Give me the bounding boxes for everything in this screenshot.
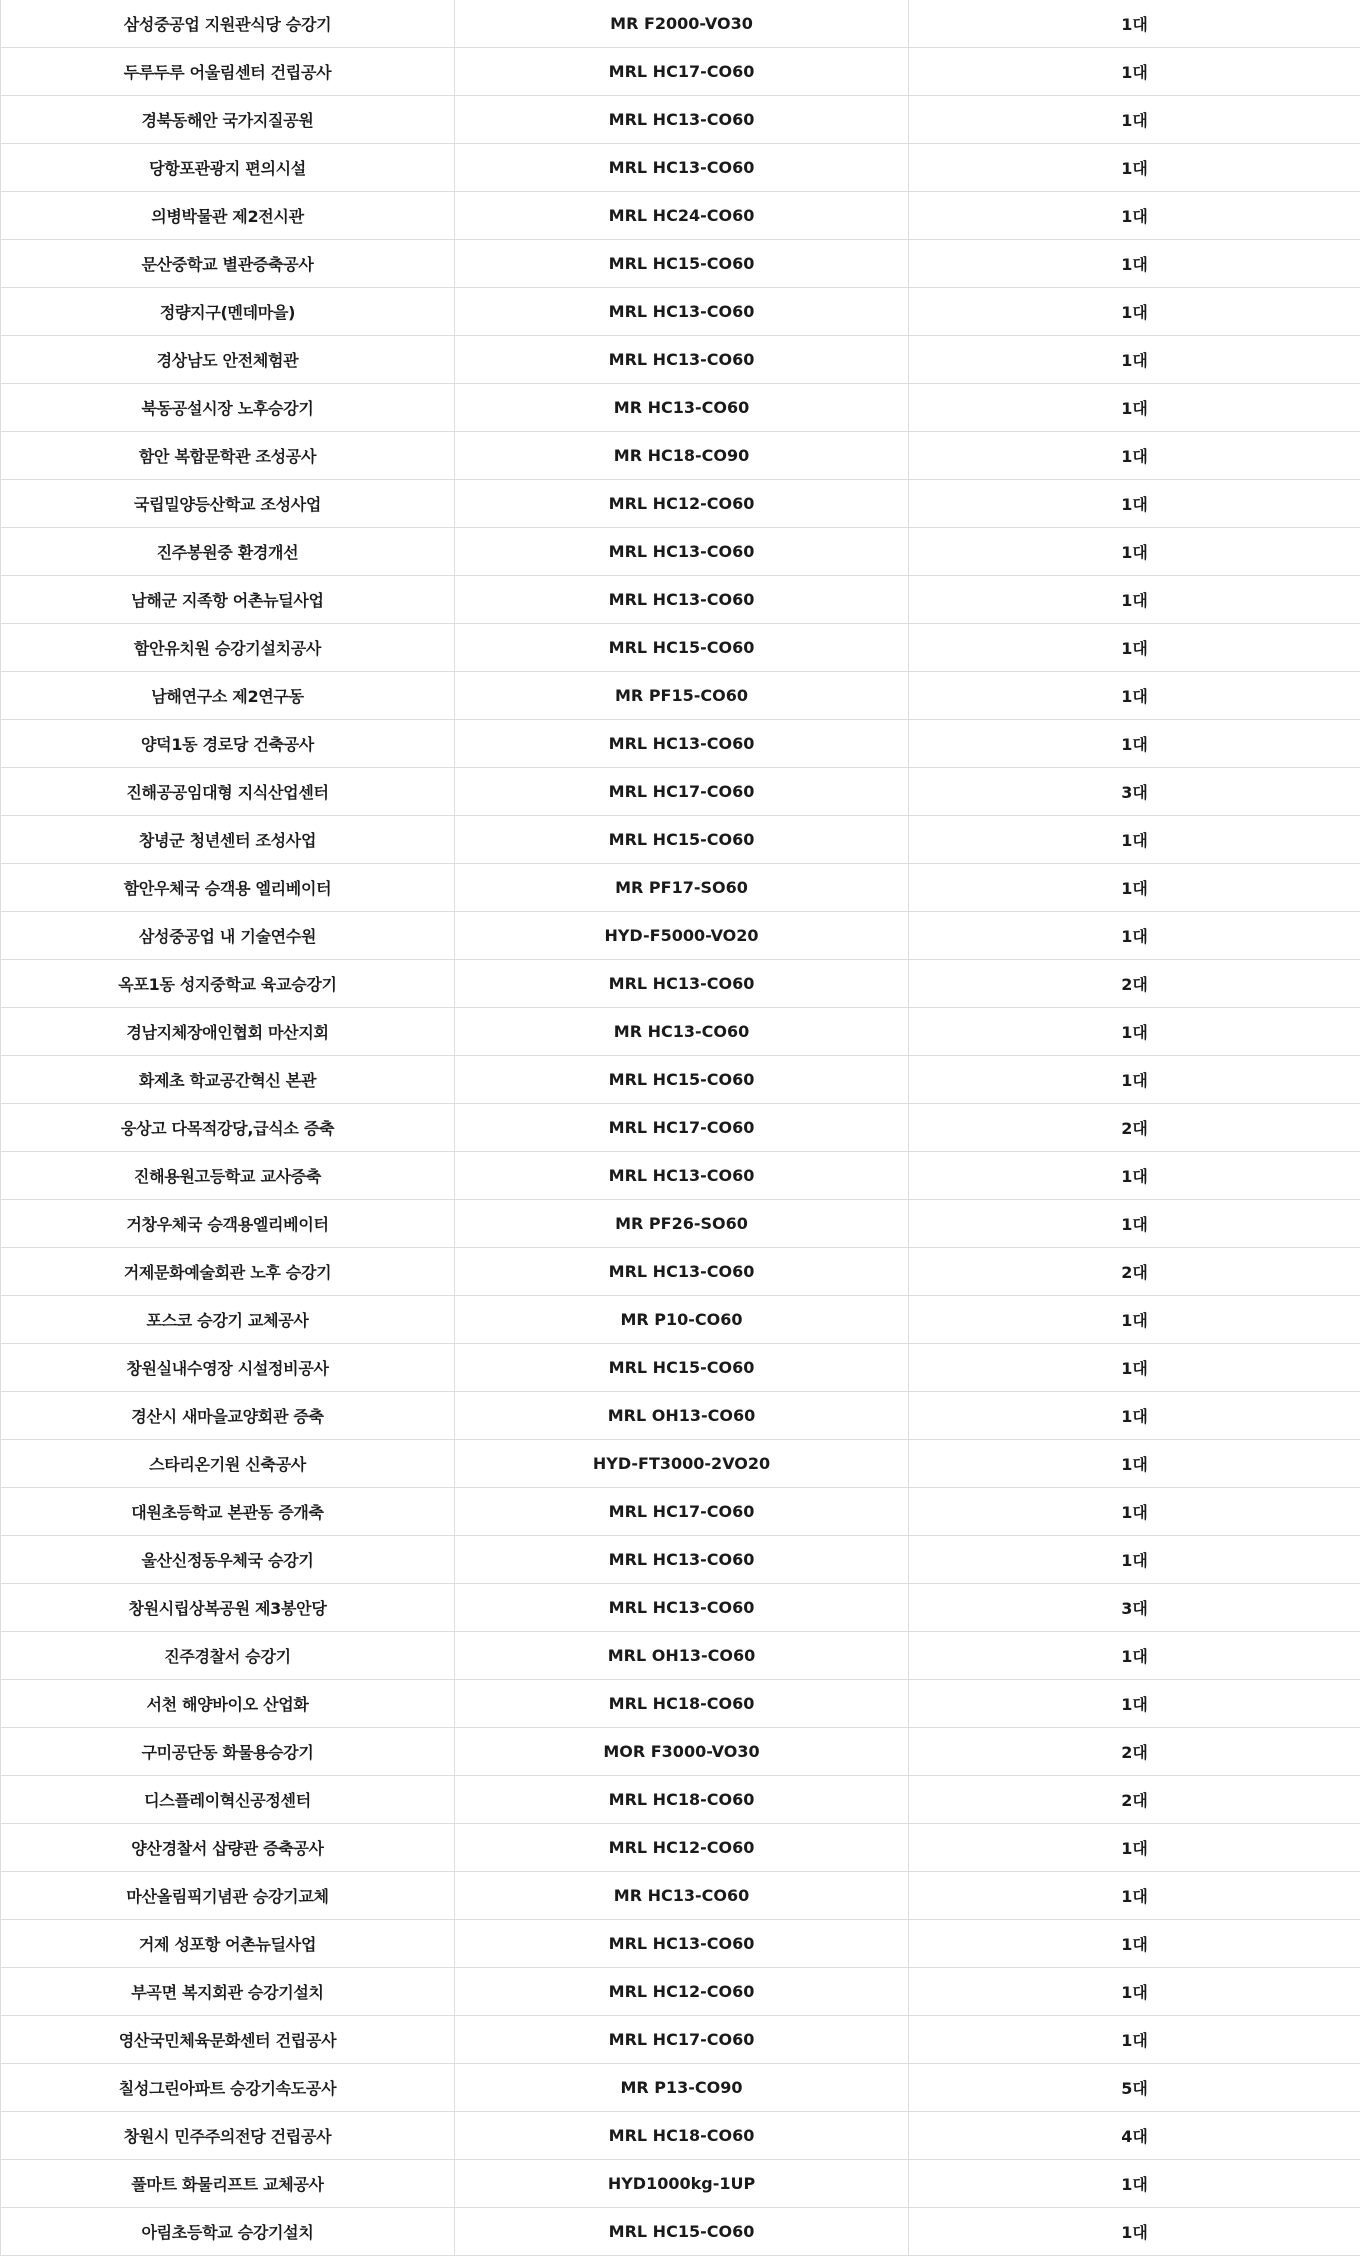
model-cell: MR HC13-CO60 (455, 1008, 909, 1056)
project-name-cell: 북동공설시장 노후승강기 (1, 384, 455, 432)
quantity-cell: 1대 (909, 1200, 1360, 1248)
project-name-cell: 정량지구(멘데마을) (1, 288, 455, 336)
project-name-cell: 양산경찰서 삽량관 증축공사 (1, 1824, 455, 1872)
model-cell: HYD-FT3000-2VO20 (455, 1440, 909, 1488)
table-row (1, 96, 1360, 144)
project-name-cell: 당항포관광지 편의시설 (1, 144, 455, 192)
model-cell: MRL HC13-CO60 (455, 336, 909, 384)
project-name-cell: 웅상고 다목적강당,급식소 증축 (1, 1104, 455, 1152)
table-row (1, 1392, 1360, 1440)
model-cell: MRL HC13-CO60 (455, 1920, 909, 1968)
model-cell: MR PF15-CO60 (455, 672, 909, 720)
project-name-cell: 칠성그린아파트 승강기속도공사 (1, 2064, 455, 2112)
table-row (1, 0, 1360, 48)
quantity-cell: 1대 (909, 1056, 1360, 1104)
table-row (1, 1200, 1360, 1248)
quantity-cell: 1대 (909, 1152, 1360, 1200)
table-row (1, 1872, 1360, 1920)
project-name-cell: 진해공공임대형 지식산업센터 (1, 768, 455, 816)
project-name-cell: 서천 해양바이오 산업화 (1, 1680, 455, 1728)
table-row (1, 336, 1360, 384)
quantity-cell: 1대 (909, 1008, 1360, 1056)
table-row (1, 1152, 1360, 1200)
project-name-cell: 풀마트 화물리프트 교체공사 (1, 2160, 455, 2208)
quantity-cell: 1대 (909, 864, 1360, 912)
model-cell: MR HC13-CO60 (455, 1872, 909, 1920)
project-name-cell: 포스코 승강기 교체공사 (1, 1296, 455, 1344)
project-name-cell: 거창우체국 승객용엘리베이터 (1, 1200, 455, 1248)
model-cell: MRL HC12-CO60 (455, 1824, 909, 1872)
quantity-cell: 1대 (909, 816, 1360, 864)
model-cell: MRL HC17-CO60 (455, 2016, 909, 2064)
quantity-cell: 1대 (909, 672, 1360, 720)
table-row (1, 672, 1360, 720)
project-name-cell: 경북동해안 국가지질공원 (1, 96, 455, 144)
model-cell: MRL HC18-CO60 (455, 1680, 909, 1728)
model-cell: MRL HC13-CO60 (455, 288, 909, 336)
table-row (1, 768, 1360, 816)
project-name-cell: 구미공단동 화물용승강기 (1, 1728, 455, 1776)
model-cell: MOR F3000-VO30 (455, 1728, 909, 1776)
model-cell: MR PF26-SO60 (455, 1200, 909, 1248)
model-cell: MRL HC15-CO60 (455, 816, 909, 864)
model-cell: MRL HC15-CO60 (455, 2208, 909, 2256)
table-row (1, 1536, 1360, 1584)
project-name-cell: 창녕군 청년센터 조성사업 (1, 816, 455, 864)
project-name-cell: 삼성중공업 지원관식당 승강기 (1, 0, 455, 48)
project-name-cell: 창원시립상복공원 제3봉안당 (1, 1584, 455, 1632)
project-name-cell: 함안 복합문학관 조성공사 (1, 432, 455, 480)
project-name-cell: 국립밀양등산학교 조성사업 (1, 480, 455, 528)
model-cell: MRL HC13-CO60 (455, 1152, 909, 1200)
quantity-cell: 1대 (909, 1440, 1360, 1488)
quantity-cell: 1대 (909, 192, 1360, 240)
project-name-cell: 남해연구소 제2연구동 (1, 672, 455, 720)
model-cell: MRL HC13-CO60 (455, 1248, 909, 1296)
project-name-cell: 화제초 학교공간혁신 본관 (1, 1056, 455, 1104)
table-row (1, 1440, 1360, 1488)
table-row (1, 528, 1360, 576)
table-row (1, 1248, 1360, 1296)
model-cell: HYD1000kg-1UP (455, 2160, 909, 2208)
project-name-cell: 창원시 민주주의전당 건립공사 (1, 2112, 455, 2160)
model-cell: MRL HC13-CO60 (455, 1536, 909, 1584)
quantity-cell: 1대 (909, 2160, 1360, 2208)
quantity-cell: 2대 (909, 960, 1360, 1008)
quantity-cell: 1대 (909, 1872, 1360, 1920)
table-row (1, 192, 1360, 240)
table-row (1, 2064, 1360, 2112)
project-name-cell: 경산시 새마을교양회관 증축 (1, 1392, 455, 1440)
table-row (1, 480, 1360, 528)
project-name-cell: 거제문화예술회관 노후 승강기 (1, 1248, 455, 1296)
model-cell: MRL HC13-CO60 (455, 528, 909, 576)
table-row (1, 1968, 1360, 2016)
table-row (1, 1728, 1360, 1776)
table-row (1, 912, 1360, 960)
model-cell: MRL HC17-CO60 (455, 768, 909, 816)
quantity-cell: 1대 (909, 912, 1360, 960)
table-row (1, 1344, 1360, 1392)
project-name-cell: 경남지체장애인협회 마산지회 (1, 1008, 455, 1056)
model-cell: MRL HC15-CO60 (455, 1056, 909, 1104)
model-cell: MRL HC13-CO60 (455, 144, 909, 192)
model-cell: MRL HC12-CO60 (455, 1968, 909, 2016)
model-cell: MR PF17-SO60 (455, 864, 909, 912)
quantity-cell: 1대 (909, 96, 1360, 144)
model-cell: MRL HC15-CO60 (455, 1344, 909, 1392)
project-name-cell: 함안우체국 승객용 엘리베이터 (1, 864, 455, 912)
table-row (1, 2208, 1360, 2256)
table-row (1, 384, 1360, 432)
quantity-cell: 1대 (909, 2208, 1360, 2256)
project-name-cell: 삼성중공업 내 기술연수원 (1, 912, 455, 960)
quantity-cell: 1대 (909, 1920, 1360, 1968)
project-name-cell: 진해용원고등학교 교사증축 (1, 1152, 455, 1200)
table-row (1, 1296, 1360, 1344)
project-name-cell: 영산국민체육문화센터 건립공사 (1, 2016, 455, 2064)
quantity-cell: 1대 (909, 336, 1360, 384)
model-cell: MRL HC13-CO60 (455, 720, 909, 768)
project-name-cell: 두루두루 어울림센터 건립공사 (1, 48, 455, 96)
quantity-cell: 1대 (909, 1344, 1360, 1392)
table-row (1, 2112, 1360, 2160)
model-cell: MRL HC13-CO60 (455, 576, 909, 624)
table-row (1, 816, 1360, 864)
table-body (1, 0, 1360, 2256)
project-name-cell: 대원초등학교 본관동 증개축 (1, 1488, 455, 1536)
project-name-cell: 아림초등학교 승강기설치 (1, 2208, 455, 2256)
table-row (1, 1776, 1360, 1824)
table-row (1, 1824, 1360, 1872)
project-name-cell: 경상남도 안전체험관 (1, 336, 455, 384)
quantity-cell: 1대 (909, 720, 1360, 768)
model-cell: MRL HC24-CO60 (455, 192, 909, 240)
project-name-cell: 부곡면 복지회관 승강기설치 (1, 1968, 455, 2016)
quantity-cell: 1대 (909, 144, 1360, 192)
project-name-cell: 울산신정동우체국 승강기 (1, 1536, 455, 1584)
table-row (1, 288, 1360, 336)
model-cell: MR P10-CO60 (455, 1296, 909, 1344)
table-row (1, 1056, 1360, 1104)
quantity-cell: 4대 (909, 2112, 1360, 2160)
project-name-cell: 의병박물관 제2전시관 (1, 192, 455, 240)
quantity-cell: 3대 (909, 1584, 1360, 1632)
model-cell: HYD-F5000-VO20 (455, 912, 909, 960)
table-row (1, 2016, 1360, 2064)
table-row (1, 576, 1360, 624)
model-cell: MRL HC13-CO60 (455, 1584, 909, 1632)
model-cell: MRL HC17-CO60 (455, 1488, 909, 1536)
model-cell: MRL HC17-CO60 (455, 48, 909, 96)
project-name-cell: 스타리온기원 신축공사 (1, 1440, 455, 1488)
table-row (1, 864, 1360, 912)
table-row (1, 48, 1360, 96)
quantity-cell: 1대 (909, 480, 1360, 528)
model-cell: MRL HC18-CO60 (455, 2112, 909, 2160)
quantity-cell: 2대 (909, 1728, 1360, 1776)
table-row (1, 1584, 1360, 1632)
quantity-cell: 1대 (909, 576, 1360, 624)
project-name-cell: 진주경찰서 승강기 (1, 1632, 455, 1680)
project-name-cell: 문산중학교 별관증축공사 (1, 240, 455, 288)
quantity-cell: 1대 (909, 48, 1360, 96)
quantity-cell: 1대 (909, 240, 1360, 288)
table-row (1, 1680, 1360, 1728)
quantity-cell: 1대 (909, 1632, 1360, 1680)
table-row (1, 432, 1360, 480)
quantity-cell: 1대 (909, 1536, 1360, 1584)
project-name-cell: 마산올림픽기념관 승강기교체 (1, 1872, 455, 1920)
quantity-cell: 1대 (909, 1824, 1360, 1872)
quantity-cell: 1대 (909, 1296, 1360, 1344)
quantity-cell: 2대 (909, 1248, 1360, 1296)
table-row (1, 720, 1360, 768)
quantity-cell: 1대 (909, 0, 1360, 48)
project-name-cell: 양덕1동 경로당 건축공사 (1, 720, 455, 768)
table-row (1, 1008, 1360, 1056)
quantity-cell: 3대 (909, 768, 1360, 816)
project-name-cell: 창원실내수영장 시설정비공사 (1, 1344, 455, 1392)
model-cell: MR HC13-CO60 (455, 384, 909, 432)
quantity-cell: 2대 (909, 1104, 1360, 1152)
model-cell: MRL HC12-CO60 (455, 480, 909, 528)
model-cell: MR P13-CO90 (455, 2064, 909, 2112)
table-row (1, 624, 1360, 672)
model-cell: MR F2000-VO30 (455, 0, 909, 48)
model-cell: MR HC18-CO90 (455, 432, 909, 480)
model-cell: MRL OH13-CO60 (455, 1392, 909, 1440)
quantity-cell: 2대 (909, 1776, 1360, 1824)
quantity-cell: 1대 (909, 1968, 1360, 2016)
project-name-cell: 남해군 지족항 어촌뉴딜사업 (1, 576, 455, 624)
quantity-cell: 1대 (909, 1680, 1360, 1728)
table-row (1, 240, 1360, 288)
quantity-cell: 1대 (909, 432, 1360, 480)
quantity-cell: 1대 (909, 624, 1360, 672)
quantity-cell: 1대 (909, 2016, 1360, 2064)
table-row (1, 960, 1360, 1008)
quantity-cell: 1대 (909, 1488, 1360, 1536)
model-cell: MRL HC17-CO60 (455, 1104, 909, 1152)
quantity-cell: 1대 (909, 288, 1360, 336)
quantity-cell: 1대 (909, 1392, 1360, 1440)
quantity-cell: 1대 (909, 384, 1360, 432)
project-name-cell: 진주봉원중 환경개선 (1, 528, 455, 576)
table-row (1, 1920, 1360, 1968)
table-row (1, 1104, 1360, 1152)
project-name-cell: 함안유치원 승강기설치공사 (1, 624, 455, 672)
project-name-cell: 옥포1동 성지중학교 육교승강기 (1, 960, 455, 1008)
project-name-cell: 거제 성포항 어촌뉴딜사업 (1, 1920, 455, 1968)
quantity-cell: 1대 (909, 528, 1360, 576)
table-row (1, 2160, 1360, 2208)
table-row (1, 1632, 1360, 1680)
project-name-cell: 디스플레이혁신공정센터 (1, 1776, 455, 1824)
model-cell: MRL HC13-CO60 (455, 960, 909, 1008)
model-cell: MRL OH13-CO60 (455, 1632, 909, 1680)
table-row (1, 1488, 1360, 1536)
model-cell: MRL HC15-CO60 (455, 240, 909, 288)
model-cell: MRL HC15-CO60 (455, 624, 909, 672)
table-row (1, 144, 1360, 192)
model-cell: MRL HC13-CO60 (455, 96, 909, 144)
quantity-cell: 5대 (909, 2064, 1360, 2112)
model-cell: MRL HC18-CO60 (455, 1776, 909, 1824)
